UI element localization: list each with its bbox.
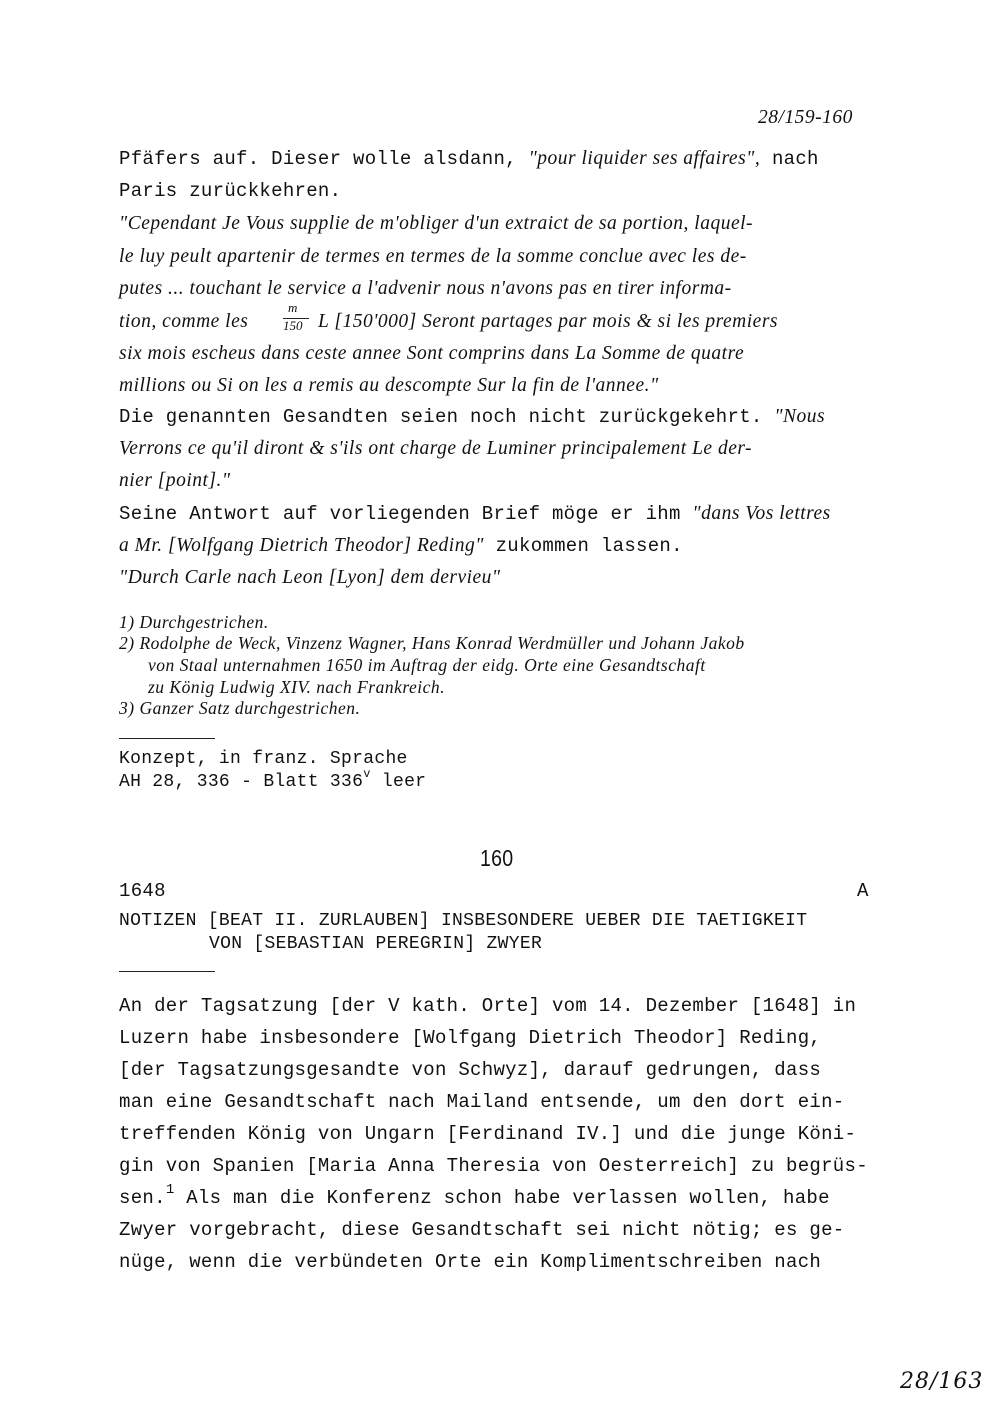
quote-line: Verrons ce qu'il diront & s'ils ont charge de Luminer principalement Le der- — [119, 438, 753, 459]
body-line: Seine Antwort auf vorliegenden Brief möge er ihm "dans Vos lettres — [119, 503, 831, 525]
footnote: 1) Durchgestrichen. — [119, 612, 269, 632]
document-title: VON [SEBASTIAN PEREGRIN] ZWYER — [209, 934, 543, 954]
body-line: Paris zurückkehren. — [119, 180, 342, 202]
body-line: Pfäfers auf. Dieser wolle alsdann, "pour liquider ses affaires", nach — [119, 148, 819, 170]
footnote-divider — [119, 738, 215, 739]
body-line: sen.$^1$ Als man die Konferenz schon habe verlassen wollen, habe — [119, 1182, 830, 1209]
document-number: 160 — [480, 845, 514, 871]
source-note-line: Konzept, in franz. Sprache — [119, 749, 408, 769]
quote-line: putes ... touchant le service a l'advenir nous n'avons pas en tirer informa- — [119, 278, 732, 299]
body-line: treffenden König von Ungarn [Ferdinand IV.] und die junge Köni- — [119, 1123, 857, 1145]
document-title: NOTIZEN [BEAT II. ZURLAUBEN] INSBESONDERE UEBER DIE TAETIGKEIT — [119, 911, 808, 931]
body-line: a Mr. [Wolfgang Dietrich Theodor] Reding" zukommen lassen. — [119, 535, 683, 557]
quote-line: "Cependant Je Vous supplie de m'obliger d'un extraict de sa portion, laquel- — [119, 213, 754, 234]
title-divider — [119, 971, 215, 972]
fraction-denominator: 150 — [283, 318, 303, 333]
body-line: gin von Spanien [Maria Anna Theresia von Oesterreich] zu begrüs- — [119, 1155, 868, 1177]
document-letter: A — [857, 880, 869, 902]
body-line: Die genannten Gesandten seien noch nicht zurückgekehrt. "Nous — [119, 406, 826, 428]
quote-line: tion, comme les — [119, 311, 249, 332]
quote-line: "Durch Carle nach Leon [Lyon] dem dervieu" — [119, 567, 501, 588]
footnote: 3) Ganzer Satz durchgestrichen. — [119, 698, 361, 718]
body-line: An der Tagsatzung [der V kath. Orte] vom 14. Dezember [1648] in — [119, 995, 857, 1017]
quote-line: millions ou Si on les a remis au descompte Sur la fin de l'annee." — [119, 375, 659, 396]
document-year: 1648 — [119, 880, 166, 902]
footnote: 2) Rodolphe de Weck, Vinzenz Wagner, Hans Konrad Werdmüller und Johann Jakob — [119, 633, 745, 653]
quote-line: L [150'000] Seront partages par mois & si les premiers — [318, 311, 779, 332]
source-note-line: AH 28, 336 - Blatt 336$^v$ leer — [119, 767, 427, 792]
fraction-numerator: m — [288, 300, 298, 315]
handwritten-reference: 28/163 — [900, 1369, 984, 1394]
footnote: von Staal unternahmen 1650 im Auftrag der eidg. Orte eine Gesandtschaft — [148, 655, 706, 675]
quote-line: nier [point]." — [119, 470, 231, 491]
body-line: Luzern habe insbesondere [Wolfgang Dietrich Theodor] Reding, — [119, 1027, 822, 1049]
body-line: nüge, wenn die verbündeten Orte ein Komplimentschreiben nach — [119, 1251, 822, 1273]
body-line: [der Tagsatzungsgesandte von Schwyz], darauf gedrungen, dass — [119, 1059, 822, 1081]
footnote: zu König Ludwig XIV. nach Frankreich. — [148, 677, 446, 697]
page-reference: 28/159-160 — [758, 107, 853, 128]
body-line: Zwyer vorgebracht, diese Gesandtschaft sei nicht nötig; es ge- — [119, 1219, 845, 1241]
quote-line: six mois escheus dans ceste annee Sont comprins dans La Somme de quatre — [119, 343, 745, 364]
body-line: man eine Gesandtschaft nach Mailand entsende, um den dort ein- — [119, 1091, 845, 1113]
quote-line: le luy peult apartenir de termes en termes de la somme conclue avec les de- — [119, 246, 747, 267]
footnote-marker: 1 — [165, 1182, 175, 1198]
